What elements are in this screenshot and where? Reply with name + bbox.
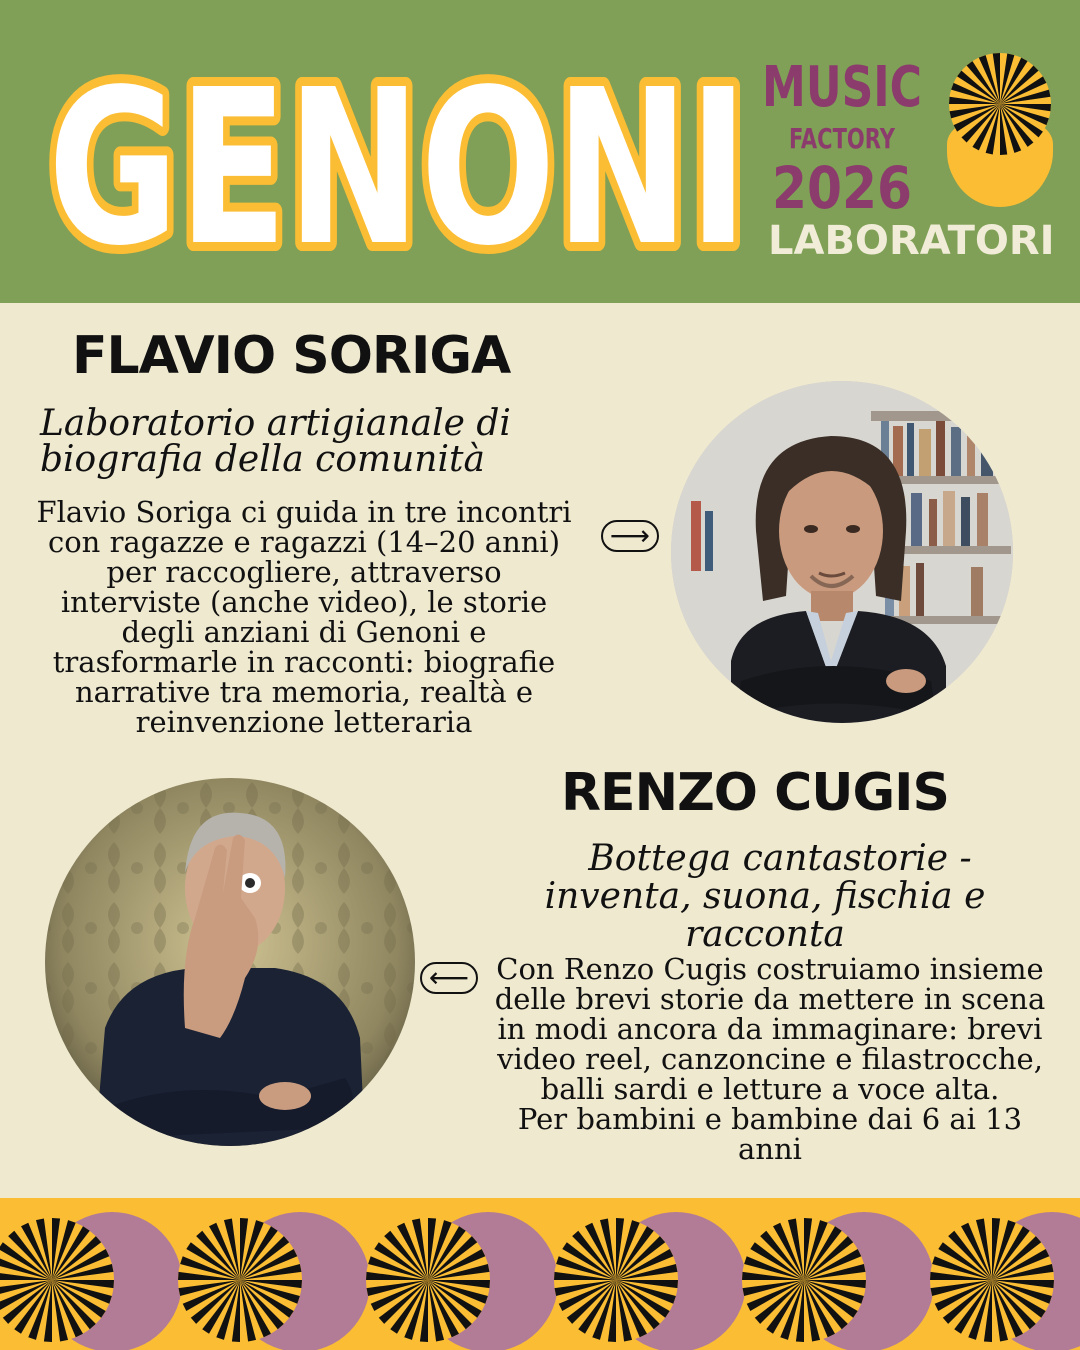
desc-line: Per bambini e bambine dai 6 ai 13 [517, 1102, 1023, 1136]
desc-line: Flavio Soriga ci guida in tre incontri [36, 495, 572, 529]
desc-line: degli anziani di Genoni e [121, 615, 487, 649]
sunburst-badge-icon [944, 52, 1056, 212]
footer-pattern [0, 1198, 1080, 1350]
genoni-title [30, 20, 770, 280]
header-banner [0, 0, 1080, 303]
renzo-cugis-portrait [45, 778, 415, 1146]
desc-line: narrative tra memoria, realtà e [74, 675, 534, 709]
desc-line: per raccogliere, attraverso [106, 555, 502, 589]
workshop-2-description [484, 954, 1056, 1164]
title-outline: GENONI [48, 44, 748, 280]
desc-line: balli sardi e letture a voce alta. [540, 1072, 1000, 1106]
workshop-1-subtitle-line1: Laboratorio artigianale di [40, 403, 511, 444]
workshop-2-name: RENZO CUGIS [561, 763, 949, 823]
logo-year: 2026 [772, 154, 912, 218]
section-label: LABORATORI [768, 218, 1055, 264]
desc-line: con ragazze e ragazzi (14–20 anni) [47, 525, 561, 559]
workshop-2-subtitle-line1: Bottega cantastorie - [588, 838, 972, 879]
workshop-2-subtitle-line2: inventa, suona, fischia e [544, 876, 986, 917]
music-factory-logo [760, 48, 930, 218]
flavio-soriga-portrait [671, 381, 1013, 723]
workshop-2-subtitle-line3: racconta [685, 914, 845, 955]
desc-line: video reel, canzoncine e filastrocche, [497, 1042, 1043, 1076]
desc-line: reinvenzione letteraria [135, 705, 473, 739]
sunburst-pattern-icon [0, 1198, 1080, 1350]
desc-line: interviste (anche video), le storie [60, 585, 548, 619]
desc-line: Con Renzo Cugis costruiamo insieme [496, 952, 1044, 986]
workshop-1-name: FLAVIO SORIGA [72, 326, 511, 386]
desc-line: in modi ancora da immaginare: brevi [497, 1012, 1043, 1046]
arrow-left-icon: ⟵ [420, 962, 478, 994]
workshop-1-description [14, 497, 594, 737]
logo-factory: FACTORY [789, 122, 896, 155]
desc-line: trasformarle in racconti: biografie [52, 645, 556, 679]
arrow-right-icon: ⟶ [601, 520, 659, 552]
desc-line: anni [738, 1132, 802, 1166]
logo-music: MUSIC [762, 55, 922, 120]
desc-line: delle brevi storie da mettere in scena [494, 982, 1046, 1016]
workshop-1-subtitle-line2: biografia della comunità [40, 439, 485, 480]
